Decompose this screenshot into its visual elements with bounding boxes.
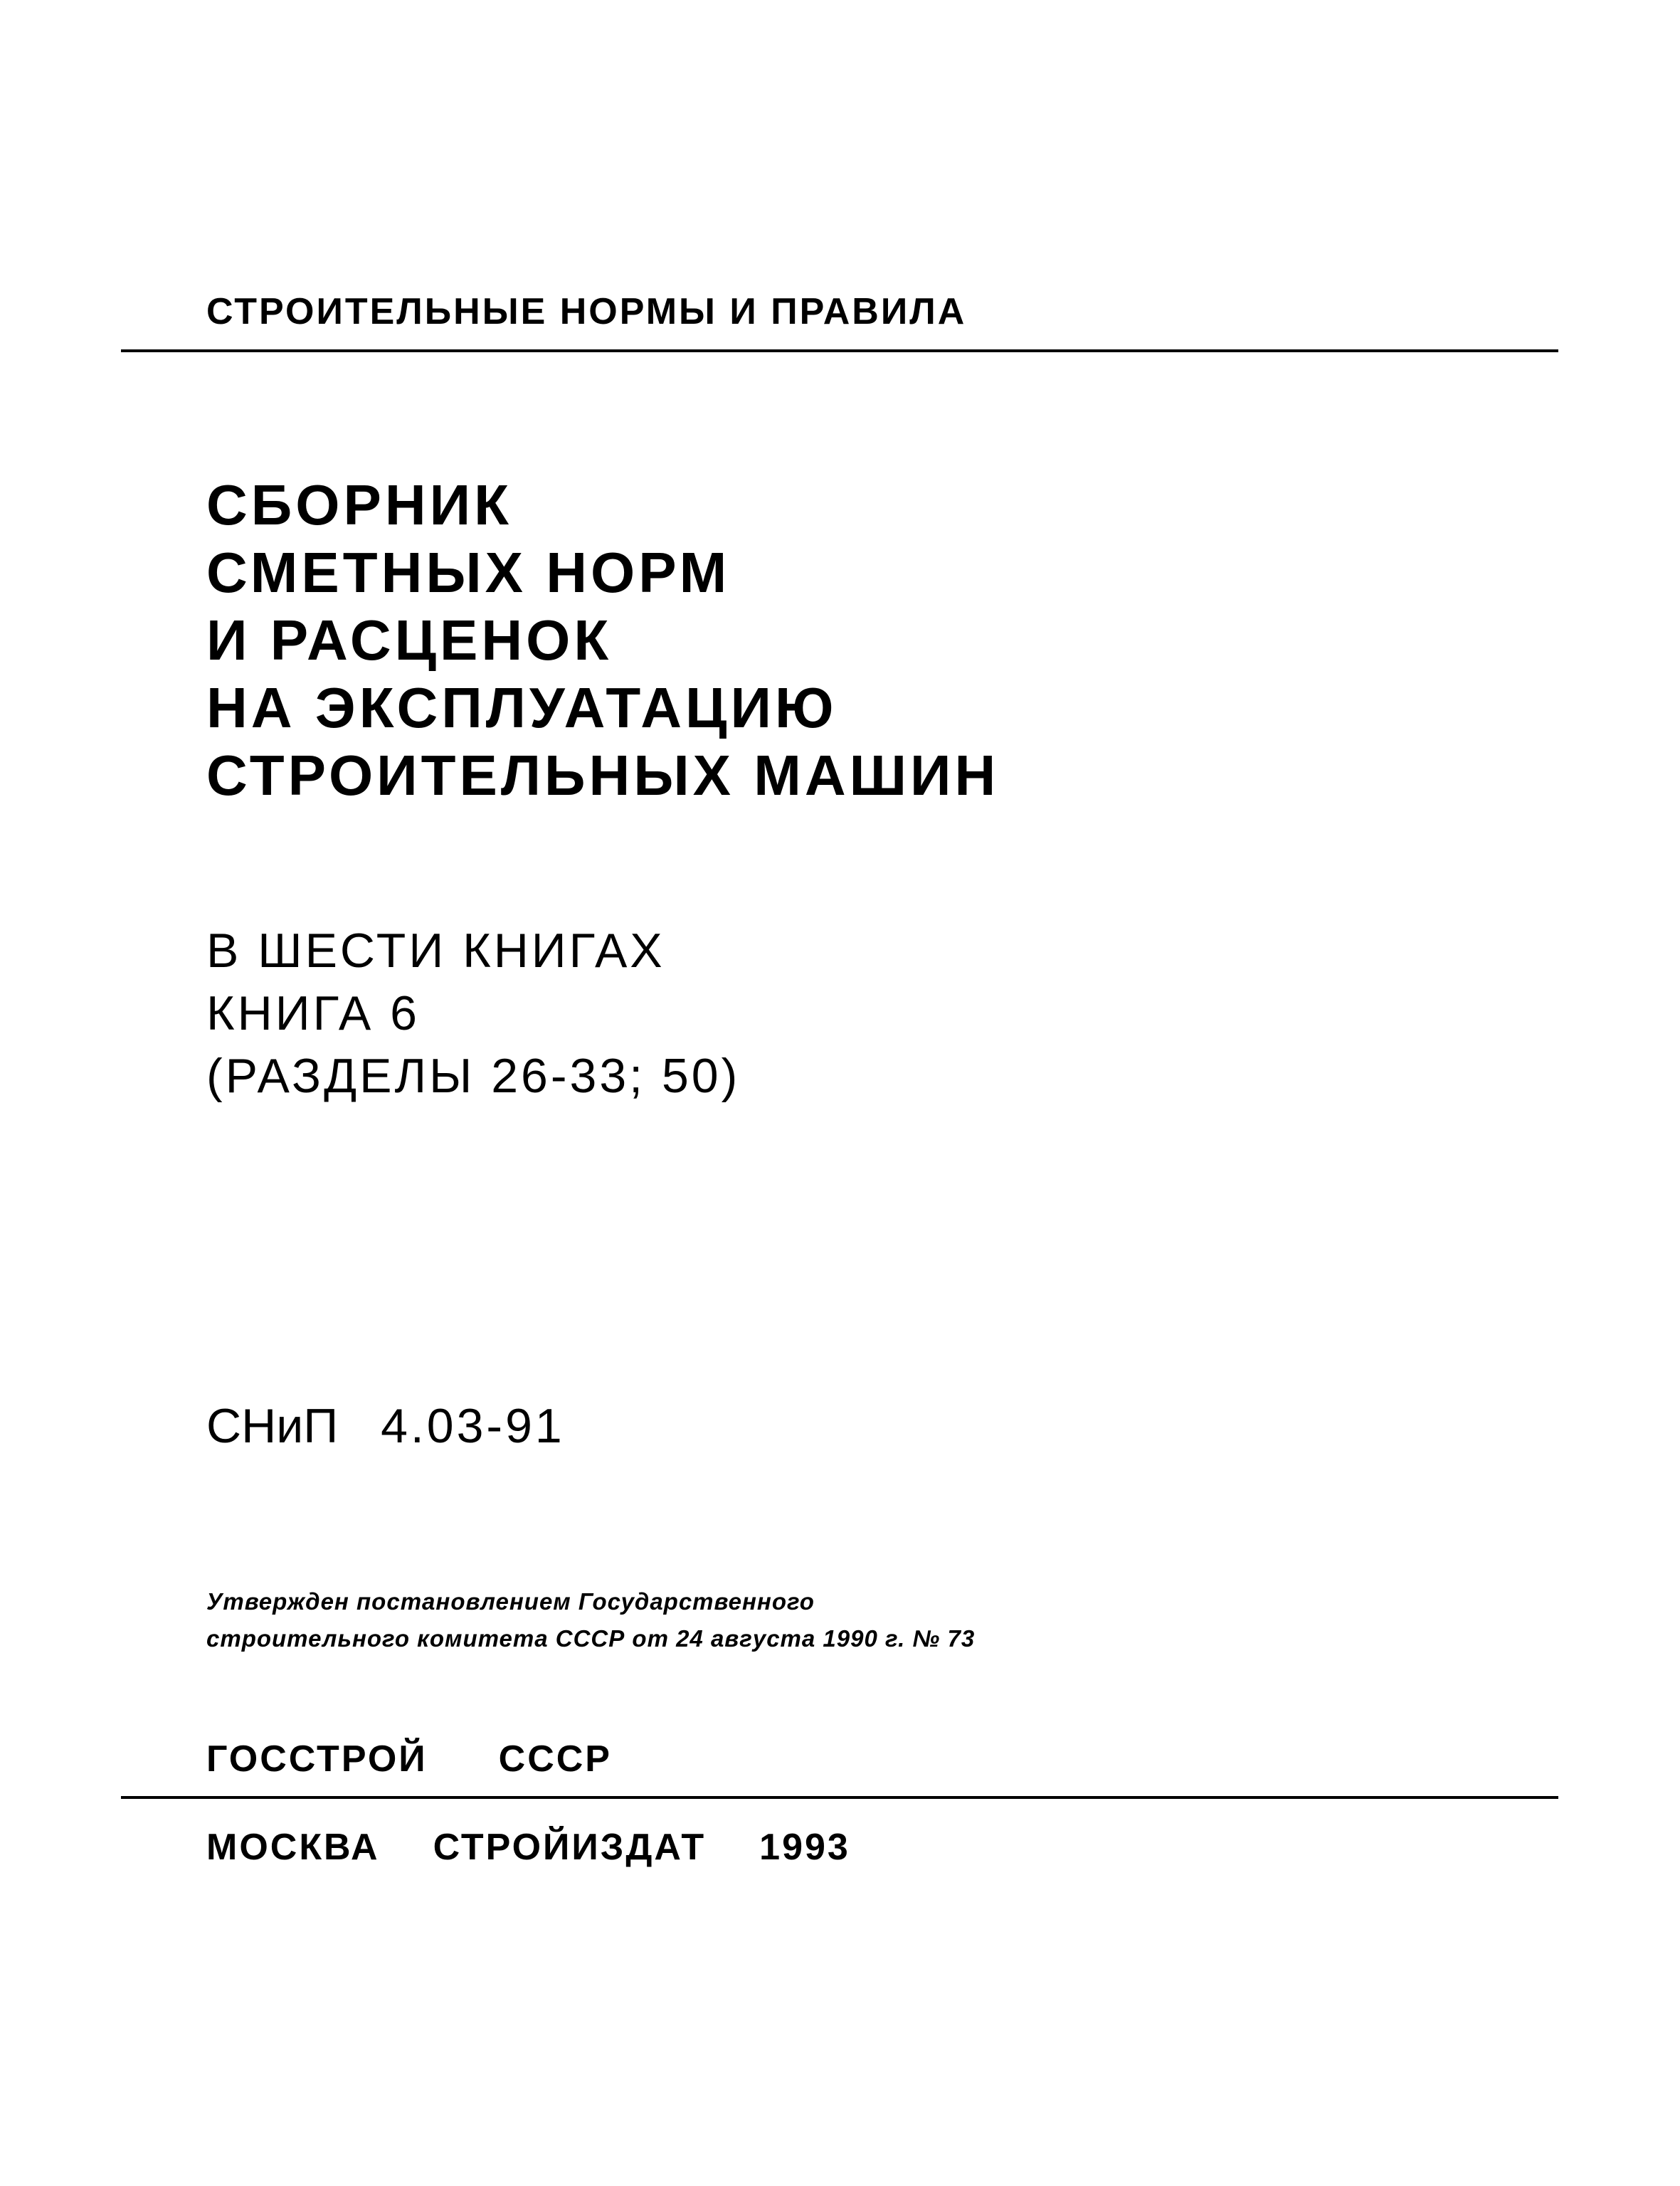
approval-note	[206, 1583, 975, 1657]
approval-line: Утвержден постановлением Государственного	[206, 1588, 815, 1615]
issuer-name: ГОССТРОЙ	[206, 1738, 428, 1780]
publisher-city: МОСКВА	[206, 1827, 380, 1868]
main-title-line: СБОРНИК	[206, 473, 512, 537]
approval-line: строительного комитета СССР от 24 августа 1990 г. № 73	[206, 1625, 976, 1652]
main-title-line: И РАСЦЕНОК	[206, 608, 613, 672]
issuer-country: СССР	[498, 1738, 612, 1780]
issuer	[206, 1738, 612, 1780]
main-title-line: НА ЭКСПЛУАТАЦИЮ	[206, 676, 838, 739]
code-prefix: СНиП	[206, 1399, 339, 1453]
series-title: СТРОИТЕЛЬНЫЕ НОРМЫ И ПРАВИЛА	[206, 291, 967, 332]
main-title	[206, 471, 999, 809]
document-code	[206, 1399, 565, 1453]
volume-info-line: КНИГА 6	[206, 986, 420, 1040]
volume-info-line: В ШЕСТИ КНИГАХ	[206, 924, 665, 978]
publication-year: 1993	[759, 1827, 850, 1868]
volume-info-line: (РАЗДЕЛЫ 26-33; 50)	[206, 1049, 741, 1103]
code-number: 4.03-91	[381, 1399, 565, 1453]
main-title-line: СМЕТНЫХ НОРМ	[206, 541, 731, 604]
publisher-line	[206, 1829, 850, 1866]
main-title-line: СТРОИТЕЛЬНЫХ МАШИН	[206, 744, 1000, 807]
publisher-name: СТРОЙИЗДАТ	[433, 1827, 707, 1868]
volume-info	[206, 919, 740, 1107]
bottom-divider	[121, 1796, 1558, 1799]
top-divider	[121, 349, 1558, 352]
